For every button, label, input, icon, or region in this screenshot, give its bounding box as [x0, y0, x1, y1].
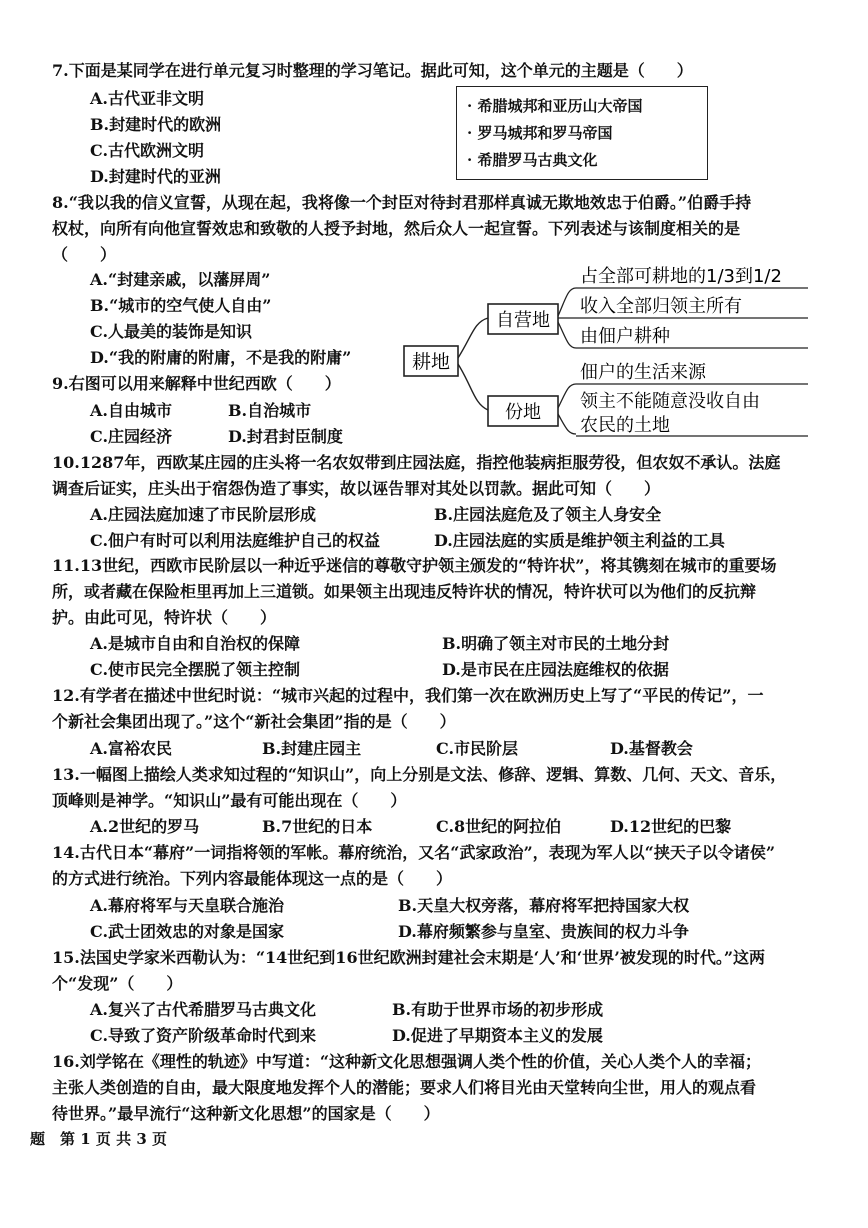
q8-stem-line3: （ ）: [52, 245, 117, 264]
q16-stem-line3: 待世界。”最早流行“这种新文化思想”的国家是（ ）: [52, 1104, 440, 1123]
q13-stem-line1: 13.一幅图上描绘人类求知过程的“知识山”，向上分别是文法、修辞、逻辑、算数、几何、天文、音乐，: [52, 765, 787, 784]
q7-option-b: B.封建时代的欧洲: [90, 115, 222, 134]
q14-stem-line2: 的方式进行统治。下列内容最能体现这一点的是（ ）: [52, 869, 453, 888]
q13-option-a: A.2世纪的罗马: [90, 817, 200, 836]
mindmap-branch2-item1: 佃户的生活来源: [580, 362, 706, 383]
q7-option-c: C.古代欧洲文明: [90, 141, 205, 160]
q9-option-c: C.庄园经济: [90, 427, 173, 446]
q10-option-b: B.庄园法庭危及了领主人身安全: [434, 505, 662, 524]
q8-option-b: B.“城市的空气使人自由”: [90, 296, 272, 315]
q11-option-c: C.使市民完全摆脱了领主控制: [90, 660, 301, 679]
q7-notes-box: [456, 86, 708, 180]
q9-option-d: D.封君封臣制度: [228, 427, 343, 446]
q8-stem-line2: 权杖，向所有向他宣誓效忠和致敬的人授予封地，然后众人一起宣誓。下列表述与该制度相关的是: [52, 219, 741, 238]
q8-option-d: D.“我的附庸的附庸，不是我的附庸”: [90, 348, 352, 367]
q8-option-c: C.人最美的装饰是知识: [90, 322, 253, 341]
q12-option-d: D.基督教会: [610, 739, 693, 758]
q9-option-b: B.自治城市: [228, 401, 312, 420]
q15-option-d: D.促进了早期资本主义的发展: [392, 1026, 603, 1045]
q11-option-a: A.是城市自由和自治权的保障: [90, 634, 300, 653]
q14-option-c: C.武士团效忠的对象是国家: [90, 922, 285, 941]
q16-stem-line1: 16.刘学铭在《理性的轨迹》中写道：“这种新文化思想强调人类个性的价值，关心人类个人的幸福；: [52, 1052, 762, 1071]
mindmap-branch2-item3: 农民的土地: [580, 415, 670, 436]
mindmap-branch1-item2: 收入全部归领主所有: [580, 296, 742, 317]
q11-stem-line3: 护。由此可见，特许状（ ）: [52, 608, 277, 627]
q10-stem-line1: 10.1287年，西欧某庄园的庄头将一名农奴带到庄园法庭，指控他装病拒服劳役，但农奴不承认。法庭: [52, 453, 781, 472]
q7-option-a: A.古代亚非文明: [90, 89, 204, 108]
q12-option-a: A.富裕农民: [90, 739, 172, 758]
q13-option-d: D.12世纪的巴黎: [610, 817, 732, 836]
q9-mindmap: [400, 258, 812, 442]
mindmap-connector-2: [458, 364, 488, 410]
q10-stem-line2: 调查后证实，庄头出于宿怨伪造了事实，故以诬告罪对其处以罚款。据此可知（ ）: [52, 479, 661, 498]
q14-option-d: D.幕府频繁参与皇室、贵族间的权力斗争: [398, 922, 689, 941]
q14-option-b: B.天皇大权旁落，幕府将军把持国家大权: [398, 896, 690, 915]
q7-note-3: · 希腊罗马古典文化: [467, 151, 598, 169]
q7-option-d: D.封建时代的亚洲: [90, 167, 221, 186]
q7-stem: 7.下面是某同学在进行单元复习时整理的学习笔记。据此可知，这个单元的主题是（ ）: [52, 61, 693, 80]
q11-stem-line2: 所，或者藏在保险柜里再加上三道锁。如果领主出现违反特许状的情况，特许状可以为他们的反抗辩: [52, 582, 757, 601]
q12-stem-line2: 个新社会集团出现了。”这个“新社会集团”指的是（ ）: [52, 712, 456, 731]
q12-stem-line1: 12.有学者在描述中世纪时说：“城市兴起的过程中，我们第一次在欧洲历史上写了“平民的传记”，一: [52, 686, 764, 705]
mindmap-connector-1: [458, 318, 488, 358]
q10-option-a: A.庄园法庭加速了市民阶层形成: [90, 505, 316, 524]
q11-option-b: B.明确了领主对市民的土地分封: [442, 634, 670, 653]
mindmap-branch1-label: 自营地: [496, 310, 550, 331]
q9-stem: 9.右图可以用来解释中世纪西欧（ ）: [52, 374, 341, 393]
q14-option-a: A.幕府将军与天皇联合施治: [90, 896, 284, 915]
mindmap-branch2-item2: 领主不能随意没收自由: [580, 391, 760, 412]
mindmap-branch1-item1: 占全部可耕地的1/3到1/2: [580, 266, 782, 287]
mindmap-root-label: 耕地: [411, 351, 451, 373]
q10-option-c: C.佃户有时可以利用法庭维护自己的权益: [90, 531, 381, 550]
q15-option-a: A.复兴了古代希腊罗马古典文化: [90, 1000, 316, 1019]
q9-option-a: A.自由城市: [90, 401, 172, 420]
q14-stem-line1: 14.古代日本“幕府”一词指将领的军帐。幕府统治，又名“武家政治”，表现为军人以“挟天子以令诸侯”: [52, 843, 776, 862]
q13-option-b: B.7世纪的日本: [262, 817, 373, 836]
q8-option-a: A.“封建亲戚，以藩屏周”: [90, 270, 271, 289]
q11-stem-line1: 11.13世纪，西欧市民阶层以一种近乎迷信的尊敬守护领主颁发的“特许状”，将其镌刻在城市的重要场: [52, 556, 777, 575]
q11-option-d: D.是市民在庄园法庭维权的依据: [442, 660, 669, 679]
mindmap-branch2-label: 份地: [505, 402, 541, 423]
q16-stem-line2: 主张人类创造的自由，最大限度地发挥个人的潜能；要求人们将目光由天堂转向尘世，用人的观点看: [52, 1078, 757, 1097]
q15-option-c: C.导致了资产阶级革命时代到来: [90, 1026, 317, 1045]
q7-note-1: · 希腊城邦和亚历山大帝国: [467, 97, 643, 115]
q12-option-b: B.封建庄园主: [262, 739, 362, 758]
q12-option-c: C.市民阶层: [436, 739, 519, 758]
q7-note-2: · 罗马城邦和罗马帝国: [467, 124, 613, 142]
q15-option-b: B.有助于世界市场的初步形成: [392, 1000, 604, 1019]
mindmap-branch1-item3: 由佃户耕种: [580, 326, 670, 347]
q8-stem-line1: 8.“我以我的信义宣誓，从现在起，我将像一个封臣对待封君那样真诚无欺地效忠于伯爵。”伯爵手持: [52, 193, 752, 212]
q15-stem-line1: 15.法国史学家米西勒认为：“14世纪到16世纪欧洲封建社会末期是‘人’和‘世界’被发现的时代。”这两: [52, 948, 766, 967]
q15-stem-line2: 个“发现”（ ）: [52, 974, 183, 993]
q13-stem-line2: 顶峰则是神学。“知识山”最有可能出现在（ ）: [52, 791, 407, 810]
page-footer: 题 第 1 页 共 3 页: [30, 1130, 167, 1148]
q10-option-d: D.庄园法庭的实质是维护领主利益的工具: [434, 531, 725, 550]
q13-option-c: C.8世纪的阿拉伯: [436, 817, 562, 836]
